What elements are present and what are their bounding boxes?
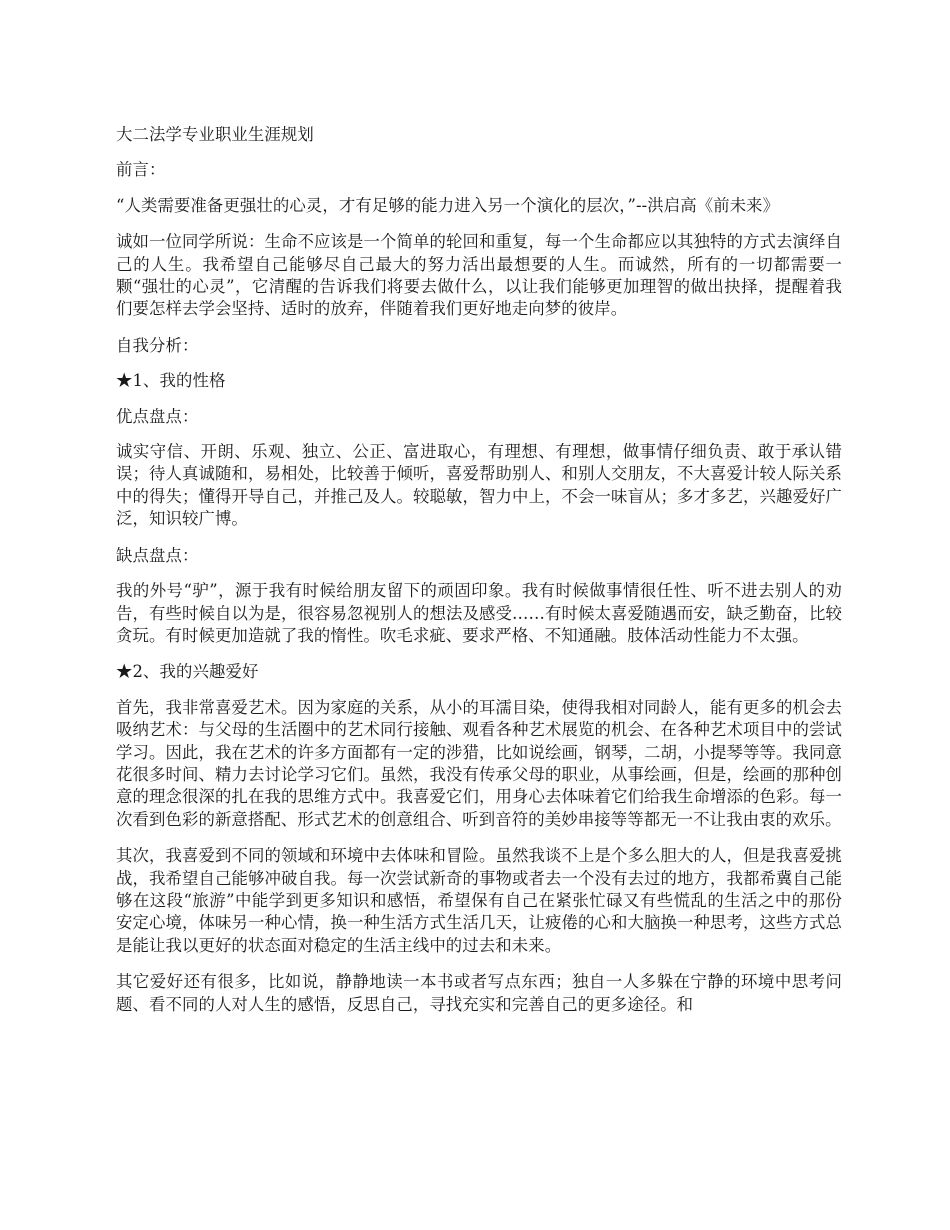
section-heading-personality: ★1、我的性格 (116, 371, 226, 391)
quote-paragraph: “人类需要准备更强壮的心灵，才有足够的能力进入另一个演化的层次，”--洪启高《前未来》 (116, 195, 780, 215)
section-heading-interests: ★2、我的兴趣爱好 (116, 662, 259, 682)
weaknesses-paragraph: 我的外号“驴”，源于我有时候给朋友留下的顽固印象。我有时候做事情很任性、听不进去别人的劝告，有些时候自以为是，很容易忽视别人的想法及感受……有时候太喜爱随遇而安，缺乏勤奋，比较贪玩。有时候更加造就了我的惰性。吹毛求疵、要求严格、不知通融。肢体活动性能力不太强。 (116, 581, 842, 645)
self-analysis-label: 自我分析： (116, 335, 199, 355)
strengths-paragraph: 诚实守信、开朗、乐观、独立、公正、富进取心，有理想、有理想，做事情仔细负责、敢于承认错误；待人真诚随和，易相处，比较善于倾听，喜爱帮助别人、和别人交朋友，不大喜爱计较人际关系中的得失；懂得开导自己，并推己及人。较聪敏，智力中上，不会一味盲从；多才多艺，兴趣爱好广泛，知识较广博。 (116, 442, 842, 529)
interest-paragraph-adventure: 其次，我喜爱到不同的领域和环境中去体味和冒险。虽然我谈不上是个多么胆大的人，但是我喜爱挑战，我希望自己能够冲破自我。每一次尝试新奇的事物或者去一个没有去过的地方，我都希冀自己能够在这段“旅游”中能学到更多知识和感悟，希望保有自己在紧张忙碌又有些慌乱的生活之中的那份安定心境，体味另一种心情，换一种生活方式生活几天，让疲倦的心和大脑换一种思考，这些方式总是能让我以更好的状态面对稳定的生活主线中的过去和未来。 (116, 846, 842, 955)
interest-paragraph-other: 其它爱好还有很多，比如说，静静地读一本书或者写点东西；独自一人多躲在宁静的环境中思考问题、看不同的人对人生的感悟，反思自己，寻找充实和完善自己的更多途径。和 (116, 972, 842, 1014)
preface-label: 前言： (116, 160, 166, 180)
weaknesses-label: 缺点盘点： (116, 545, 199, 565)
interest-paragraph-art: 首先，我非常喜爱艺术。因为家庭的关系，从小的耳濡目染，使得我相对同龄人，能有更多的机会去吸纳艺术：与父母的生活圈中的艺术同行接触、观看各种艺术展览的机会、在各种艺术项目中的尝试学习。因此，我在艺术的许多方面都有一定的涉猎，比如说绘画，钢琴，二胡，小提琴等等。我同意花很多时间、精力去讨论学习它们。虽然，我没有传承父母的职业，从事绘画，但是，绘画的那种创意的理念很深的扎在我的思维方式中。我喜爱它们，用身心去体味着它们给我生命增添的色彩。每一次看到色彩的新意搭配、形式艺术的创意组合、听到音符的美妙串接等等都无一不让我由衷的欢乐。 (116, 697, 842, 829)
strengths-label: 优点盘点： (116, 406, 199, 426)
document-title: 大二法学专业职业生涯规划 (116, 125, 314, 144)
intro-paragraph: 诚如一位同学所说：生命不应该是一个简单的轮回和重复，每一个生命都应以其独特的方式去演绎自己的人生。我希望自己能够尽自己最大的努力活出最想要的人生。而诚然，所有的一切都需要一颗“强壮的心灵”，它清醒的告诉我们将要去做什么，以让我们能够更加理智的做出抉择，提醒着我们要怎样去学会坚持、适时的放弃，伴随着我们更好地走向梦的彼岸。 (116, 232, 842, 319)
document-page (116, 124, 842, 1030)
